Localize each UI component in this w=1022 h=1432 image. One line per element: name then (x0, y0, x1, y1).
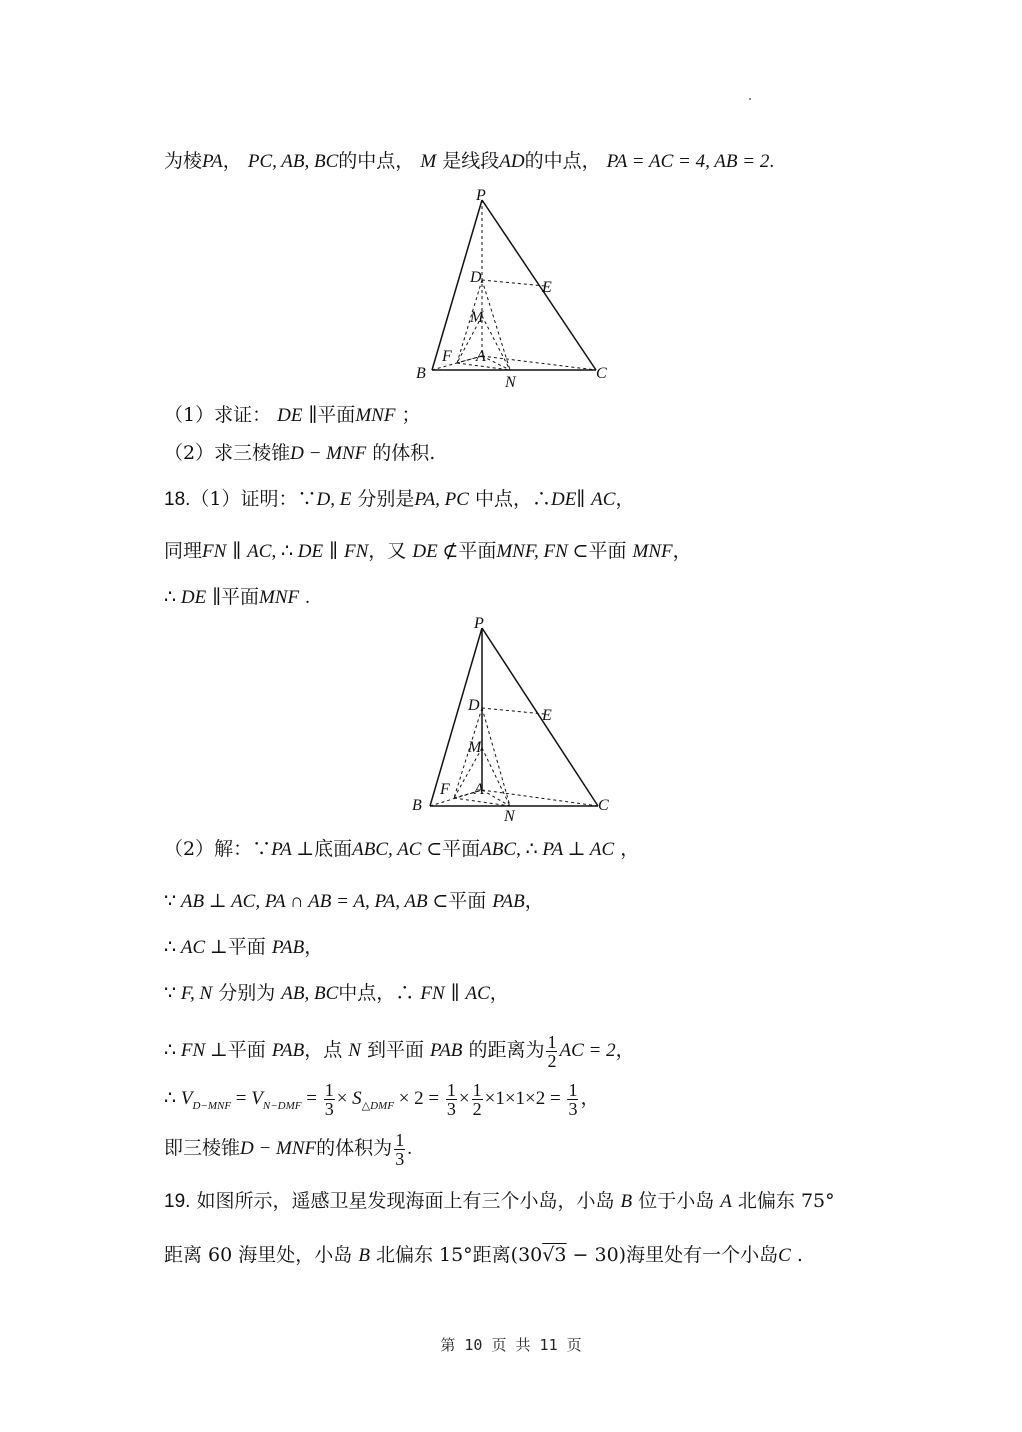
numerator: 1 (395, 1129, 405, 1150)
math: M (420, 151, 437, 172)
math: PC, AB, BC (247, 151, 339, 172)
solution-18-line-1 (164, 486, 634, 513)
text: （2）求三棱锥 (164, 442, 291, 464)
times: × (458, 1088, 470, 1109)
text: ， (489, 982, 509, 1004)
math: S (352, 1088, 362, 1109)
denominator: 3 (446, 1098, 456, 1119)
problem-19-line-2 (164, 1242, 803, 1269)
math: N (348, 1040, 361, 1061)
label-f: F (440, 781, 450, 798)
scan-dot (749, 98, 751, 100)
math: FN ⊥ (180, 1040, 228, 1061)
text: ， (615, 488, 635, 510)
text: 为棱 (164, 150, 203, 172)
text: 北偏东 75° (737, 1190, 835, 1212)
denominator: 3 (568, 1098, 578, 1119)
label-d: D (470, 269, 482, 286)
fraction-one-third (567, 1081, 578, 1118)
text: 平面 (588, 540, 627, 562)
math: AC ⊥ (180, 937, 228, 958)
subscript: △DMF (361, 1100, 394, 1112)
text: − 30)海里处有一个小岛 (566, 1244, 779, 1266)
numerator: 1 (324, 1079, 334, 1100)
math: F, N (180, 983, 213, 1004)
label-d: D (468, 697, 480, 714)
text: 分别是 (357, 488, 415, 510)
fraction-one-half (472, 1081, 483, 1118)
math: ABC, AC ⊂ (352, 839, 443, 860)
solution-18-line-4 (164, 836, 639, 863)
text: 平面 (227, 1039, 266, 1061)
parallel-symbol: ∥ (576, 489, 586, 510)
question-2 (164, 440, 435, 467)
text: ，又 (368, 540, 407, 562)
text: ， (615, 1039, 635, 1061)
math: AB ⊥ AC, PA ∩ AB = A, PA, AB ⊂ (180, 891, 449, 912)
math: PAB (492, 891, 525, 912)
text: 的中点， (338, 150, 415, 172)
numerator: 1 (472, 1079, 482, 1100)
math: MNF (259, 587, 300, 608)
math: PA, PC (414, 489, 469, 510)
text: 到平面 (366, 1039, 424, 1061)
therefore: ∴ (164, 937, 181, 958)
parallel-symbol: ∥ (450, 983, 460, 1004)
math: AC (247, 541, 272, 562)
label-c: C (598, 797, 609, 814)
denominator: 2 (547, 1050, 557, 1071)
text: . (769, 151, 775, 172)
math: D, E (316, 489, 352, 510)
solution-18-line-7 (164, 980, 509, 1007)
math: AC = 2 (559, 1040, 616, 1061)
text: ，点 (304, 1039, 343, 1061)
solution-18-line-5 (164, 888, 544, 915)
solution-18-line-6 (164, 934, 323, 961)
math: FN (202, 541, 227, 562)
parallel-symbol: ∥ (232, 541, 242, 562)
denominator: 3 (395, 1148, 405, 1169)
parallel-symbol: ∥ (212, 587, 221, 608)
fraction-one-third (324, 1081, 335, 1118)
equals: = (301, 1088, 322, 1109)
text: ， (222, 150, 242, 172)
math: B (620, 1191, 633, 1212)
problem-number: 19. (164, 1191, 191, 1212)
math: ABC (480, 839, 517, 860)
math: MNF, FN ⊂ (496, 541, 589, 562)
text: 北偏东 15°距离(30 (375, 1244, 543, 1266)
math: DE (551, 489, 577, 510)
math: AC (465, 983, 490, 1004)
text: ， (304, 936, 324, 958)
math: DE (277, 405, 303, 426)
text: × 2 = (393, 1088, 444, 1109)
label-c: C (596, 365, 607, 382)
fraction-one-half (546, 1033, 557, 1070)
text: 如图所示，遥感卫星发现海面上有三个小岛，小岛 (196, 1190, 615, 1212)
text: 中点，∴ (338, 982, 415, 1004)
pyramid-figure-2 (408, 614, 618, 824)
text: 的体积. (372, 442, 436, 464)
label-b: B (416, 365, 426, 382)
because: ∵ (164, 983, 181, 1004)
solution-18-line-10 (164, 1128, 412, 1169)
text: 分别为 (218, 982, 276, 1004)
question-1 (164, 402, 420, 429)
solution-18-line-9 (164, 1078, 600, 1126)
label-a: A (474, 781, 484, 798)
numerator: 1 (568, 1079, 578, 1100)
math: PA ⊥ (271, 839, 315, 860)
math: C (778, 1245, 791, 1266)
numerator: 1 (446, 1079, 456, 1100)
text: 位于小岛 (638, 1190, 715, 1212)
parallel-symbol: ∥ (308, 405, 318, 426)
text: 的距离为 (468, 1039, 545, 1061)
text: 中点，∴ (475, 488, 552, 510)
math: PAB (271, 1040, 305, 1061)
page-footer: 第 10 页 共 11 页 (440, 1336, 582, 1354)
text: ， (672, 540, 692, 562)
math: D − MNF (240, 1138, 317, 1159)
math: PAB (430, 1040, 463, 1061)
text: 是线段 (442, 150, 500, 172)
text: 距离 60 海里处，小岛 (164, 1244, 353, 1266)
label-p: P (474, 615, 484, 632)
math: B (358, 1245, 370, 1266)
math: AB, BC (281, 983, 339, 1004)
pyramid-figure-1 (410, 188, 620, 388)
math: V (251, 1088, 263, 1109)
parallel-symbol: ∥ (329, 541, 338, 562)
problem-number: 18. (164, 489, 191, 510)
subscript: D−MNF (192, 1100, 232, 1112)
label-b: B (412, 797, 422, 814)
times: × (336, 1088, 353, 1109)
math: A (720, 1191, 732, 1212)
label-e: E (542, 279, 552, 296)
text: 平面 (221, 586, 260, 608)
math: MNF (355, 405, 396, 426)
label-a: A (476, 348, 486, 365)
text: ， (620, 838, 640, 860)
subscript: N−DMF (262, 1100, 302, 1112)
text: ， (580, 1087, 600, 1109)
math: DE (297, 541, 324, 562)
solution-18-line-3 (164, 584, 310, 611)
problem-19-line-1 (164, 1188, 835, 1215)
problem-intro-line (164, 148, 774, 175)
therefore: ∴ (164, 1040, 181, 1061)
fraction-one-third (394, 1131, 405, 1168)
math: PAB (271, 937, 305, 958)
sqrt-three: √3 (542, 1244, 567, 1266)
math: PA (202, 151, 223, 172)
therefore: ∴ (164, 1088, 181, 1109)
label-f: F (442, 348, 452, 365)
solution-18-line-2 (164, 538, 692, 565)
fraction-one-third (446, 1081, 457, 1118)
text: 平面 (458, 540, 497, 562)
text: （2）解：∵ (164, 838, 272, 860)
text: ； (401, 404, 421, 426)
math: FN (420, 983, 445, 1004)
math: PA = AC = 4, AB = 2 (606, 151, 770, 172)
numerator: 1 (547, 1031, 557, 1052)
text: 平面 (448, 890, 487, 912)
label-e: E (542, 707, 552, 724)
therefore: ∴ (164, 587, 181, 608)
math: FN (344, 541, 369, 562)
denominator: 2 (472, 1098, 482, 1119)
text: 的中点， (524, 150, 601, 172)
text: . (305, 587, 310, 608)
math: V (180, 1088, 193, 1109)
equals: = (231, 1088, 252, 1109)
text: 的体积为 (316, 1137, 393, 1159)
therefore: , ∴ (271, 541, 298, 562)
text: 底面 (314, 838, 353, 860)
because: ∵ (164, 891, 181, 912)
text: 平面 (442, 838, 481, 860)
text: 同理 (164, 540, 203, 562)
therefore: , ∴ (516, 839, 543, 860)
label-m: M (470, 309, 484, 326)
text: ×1×1×2 = (484, 1088, 566, 1109)
text: 即三棱锥 (164, 1137, 241, 1159)
text: 平面 (227, 936, 266, 958)
label-m: M (468, 739, 482, 756)
math: D − MNF (290, 443, 367, 464)
math: AC (591, 489, 616, 510)
math: DE (180, 587, 207, 608)
label-n: N (504, 808, 515, 824)
denominator: 3 (324, 1098, 334, 1119)
math: DE ⊄ (412, 541, 459, 562)
text: （1）证明：∵ (190, 488, 317, 510)
text: . (407, 1138, 412, 1159)
text: ， (524, 890, 544, 912)
math: MNF (632, 541, 673, 562)
label-p: P (476, 188, 486, 204)
math: AD (499, 151, 525, 172)
label-n: N (505, 374, 516, 388)
math: PA ⊥ AC (542, 839, 615, 860)
text: 平面 (317, 404, 356, 426)
text: （1）求证： (164, 404, 272, 426)
solution-18-line-8 (164, 1030, 635, 1071)
text: . (796, 1244, 803, 1266)
